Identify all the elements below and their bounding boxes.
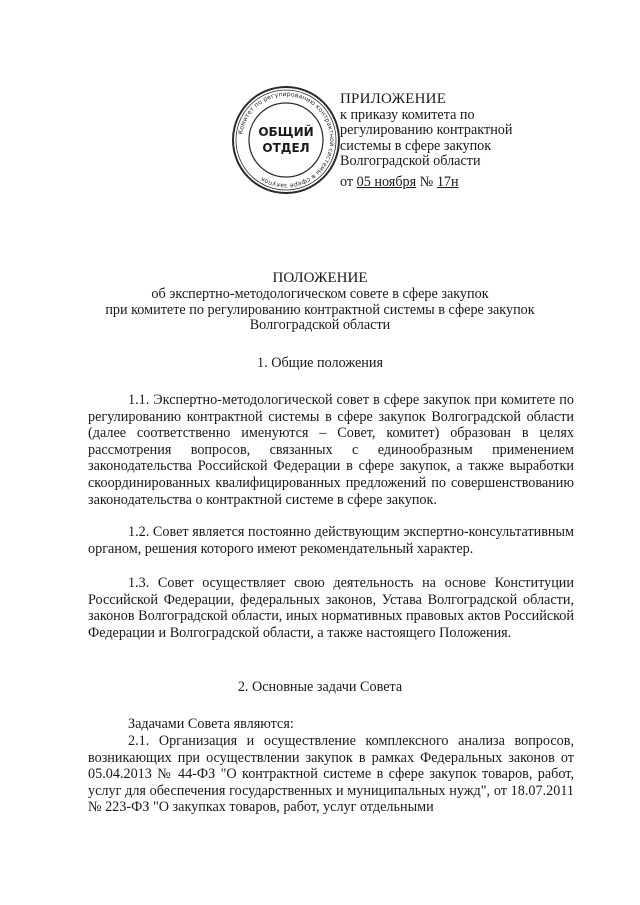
appendix-line: Волгоградской области <box>340 153 481 169</box>
paragraph-1-2: 1.2. Совет является постоянно действующим экспертно-консультативным органом, решения которого имеют рекомендательный характер. <box>88 524 574 557</box>
stamp-center-line-2: ОТДЕЛ <box>262 141 310 155</box>
order-number-label: № <box>419 174 434 190</box>
paragraph-1-1: 1.1. Экспертно-методологической совет в сфере закупок при комитете по регулированию контрактной системы в сфере закупок Волгоградской области (далее соответственно именуются – Совет, комитет) образован в целях рассмотрения вопросов, связанных с единообразным применением законодательства Российской Федерации в сфере закупок, а также выработки скоординированных квалифицированных предложений по совершенствованию законодательства о контрактной системе в сфере закупок. <box>88 392 574 508</box>
section-heading-1: 1. Общие положения <box>257 355 383 371</box>
svg-text:Комитет по регулированию контр <box>237 91 336 189</box>
appendix-line: к приказу комитета по <box>340 106 475 123</box>
appendix-line: системы в сфере закупок <box>340 137 492 154</box>
order-prefix: от <box>340 174 354 190</box>
appendix-block <box>340 92 600 170</box>
section-heading-2: 2. Основные задачи Совета <box>237 679 403 695</box>
paragraph-2-1: 2.1. Организация и осуществление комплексного анализа вопросов, возникающих при осуществлении закупок в рамках Федеральных законов от 05.04.2013 № 44-ФЗ "О контрактной системе в сфере закупок товаров, работ, услуг для обеспечения государственных и муниципальных нужд", от 18.07.2011 № 223-ФЗ "О закупках товаров, работ, услуг отдельными <box>88 733 574 816</box>
subtitle-line: Волгоградской области <box>249 317 391 333</box>
order-date: 05 ноября <box>356 174 417 190</box>
subtitle-line: при комитете по регулированию контрактной системы в сфере закупок <box>105 301 535 318</box>
paragraph-1-3: 1.3. Совет осуществляет свою деятельность на основе Конституции Российской Федерации, федеральных законов, Устава Волгоградской области, законов Волгоградской области, иных нормативных правовых актов Российской Федерации и Волгоградской области, а также настоящего Положения. <box>88 575 574 641</box>
appendix-title: ПРИЛОЖЕНИЕ <box>340 91 447 107</box>
document-subtitle <box>0 287 640 334</box>
document-title: ПОЛОЖЕНИЕ <box>272 270 368 286</box>
stamp-center-line-1: ОБЩИЙ <box>258 125 314 139</box>
subtitle-line: об экспертно-методологическом совете в сфере закупок <box>151 286 489 302</box>
order-reference <box>340 174 459 191</box>
order-number: 17н <box>436 174 459 190</box>
stamp-ring-text: Комитет по регулированию контрактной системы в сфере закупок <box>237 90 336 190</box>
paragraph-2-intro: Задачами Совета являются: <box>128 716 294 732</box>
appendix-line: регулированию контрактной <box>340 122 513 138</box>
official-stamp <box>230 84 342 196</box>
